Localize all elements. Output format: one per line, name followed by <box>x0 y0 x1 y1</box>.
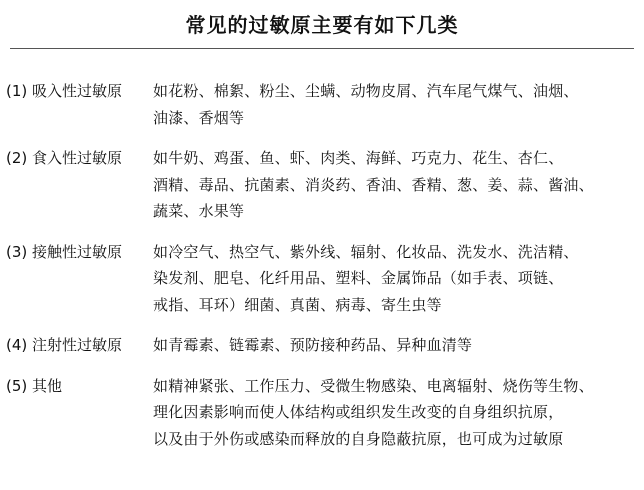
category-description <box>153 239 625 319</box>
list-item <box>0 332 644 359</box>
description-line: 以及由于外伤或感染而释放的自身隐蔽抗原，也可成为过敏原 <box>153 429 564 448</box>
description-line: 酒精、毒品、抗菌素、消炎药、香油、香精、葱、姜、蒜、酱油、 <box>153 175 594 194</box>
description-line: 蔬菜、水果等 <box>153 202 245 220</box>
list-item <box>0 373 644 453</box>
category-description <box>153 373 625 453</box>
category-label: (4) 注射性过敏原 <box>6 336 123 354</box>
description-line: 油漆、香烟等 <box>153 108 245 127</box>
allergen-category-list <box>0 78 644 466</box>
list-item <box>0 145 644 225</box>
description-line: 如花粉、棉絮、粉尘、尘螨、动物皮屑、汽车尾气煤气、油烟、 <box>153 82 579 100</box>
description-line: 如青霉素、链霉素、预防接种药品、异种血清等 <box>153 336 473 354</box>
category-label: (1) 吸入性过敏原 <box>6 82 123 100</box>
description-line: 理化因素影响而使人体结构或组织发生改变的自身组织抗原， <box>153 403 564 421</box>
category-label: (2) 食入性过敏原 <box>6 149 123 167</box>
list-item <box>0 78 644 131</box>
page-title: 常见的过敏原主要有如下几类 <box>185 13 459 37</box>
category-description <box>153 332 625 359</box>
category-label: (3) 接触性过敏原 <box>6 242 123 261</box>
description-line: 染发剂、肥皂、化纤用品、塑料、金属饰品（如手表、项链、 <box>153 269 564 287</box>
category-description <box>153 145 625 225</box>
description-line: 如牛奶、鸡蛋、鱼、虾、肉类、海鲜、巧克力、花生、杏仁、 <box>153 149 564 167</box>
description-line: 戒指、耳环）细菌、真菌、病毒、寄生虫等 <box>153 295 442 314</box>
description-line: 如精神紧张、工作压力、受微生物感染、电离辐射、烧伤等生物、 <box>153 376 594 395</box>
list-item <box>0 239 644 319</box>
category-label: (5) 其他 <box>6 376 63 395</box>
description-line: 如冷空气、热空气、紫外线、辐射、化妆品、洗发水、洗洁精、 <box>153 242 579 261</box>
title-divider <box>10 48 634 49</box>
category-description <box>153 78 625 131</box>
